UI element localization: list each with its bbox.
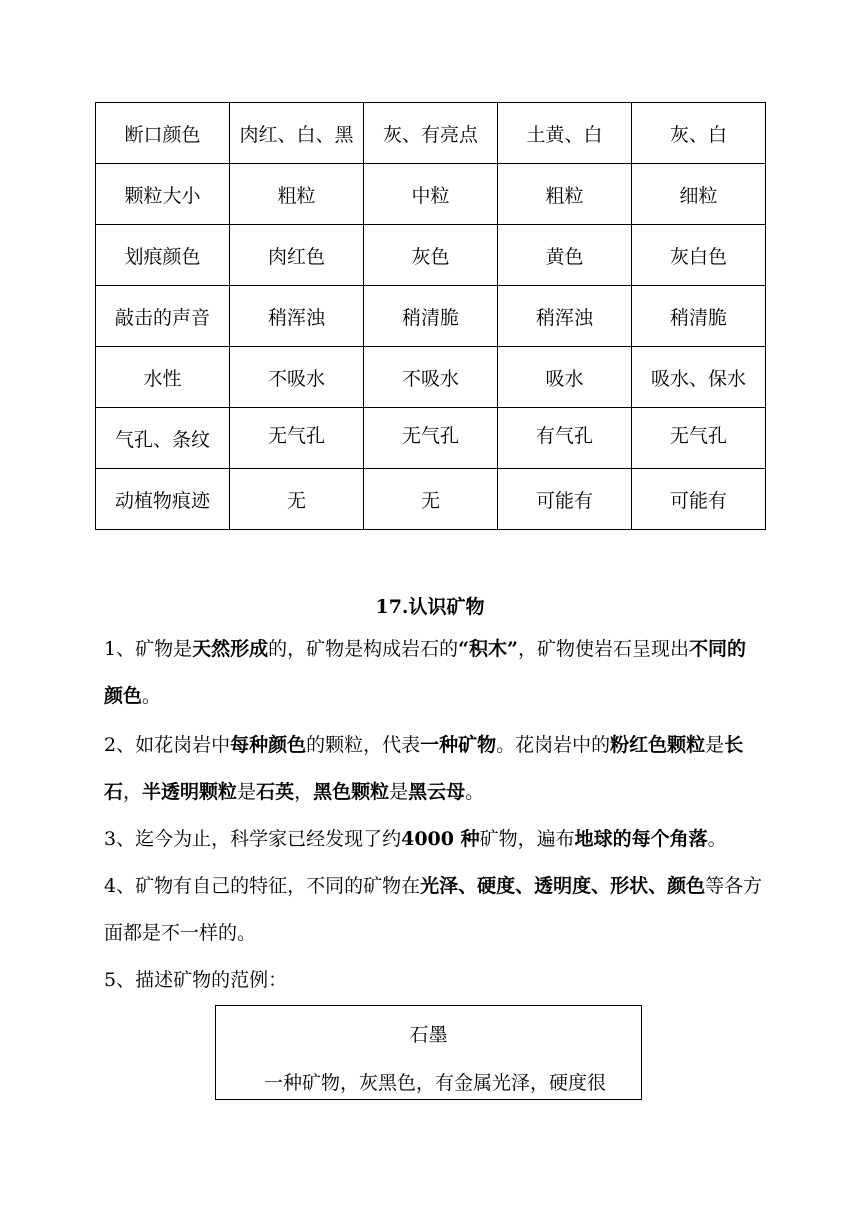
table-cell: 粗粒: [230, 164, 364, 225]
table-row: [96, 408, 766, 469]
table-cell: 无气孔: [632, 408, 766, 469]
text-run: 的，矿物是构成岩石的: [268, 638, 459, 660]
bold-text: 半透明颗粒: [142, 781, 238, 803]
text-run: 。: [707, 828, 727, 850]
table-cell: 稍浑浊: [498, 286, 632, 347]
text-run: 1、矿物是: [104, 638, 193, 660]
text-run: 。花岗岩中的: [496, 734, 611, 756]
paragraph-2: [104, 722, 764, 816]
table-cell: 灰白色: [632, 225, 766, 286]
text-run: 2、如花岗岩中: [104, 734, 231, 756]
text-run: 矿物，遍布: [479, 828, 575, 850]
paragraph-1: [104, 626, 764, 720]
paragraph-4: [104, 863, 764, 957]
bold-text: 黑色颗粒: [313, 781, 390, 803]
table-cell: 肉红色: [230, 225, 364, 286]
bold-text: 光泽、硬度、透明度、形状、颜色: [420, 875, 706, 897]
example-text: 一种矿物，灰黑色，有金属光泽，硬度很: [264, 1072, 607, 1094]
text-run: 4、矿物有自己的特征，不同的矿物在: [104, 875, 421, 897]
table-cell: 吸水、保水: [632, 347, 766, 408]
bold-text: 地球的每个角落: [574, 828, 708, 850]
text-run: 等各方面都是不一样的。: [104, 875, 763, 944]
rock-properties-table: [95, 102, 766, 530]
table-cell: 水性: [96, 347, 230, 408]
paragraph-3: [104, 816, 764, 863]
table-cell: 细粒: [632, 164, 766, 225]
table-row: [96, 164, 766, 225]
bold-text: 每种颜色: [230, 734, 307, 756]
table-cell: 稍浑浊: [230, 286, 364, 347]
table-cell: 肉红、白、黑: [230, 103, 364, 164]
table-cell: 无气孔: [364, 408, 498, 469]
example-box: [215, 1005, 642, 1100]
bold-text: 黑云母: [408, 781, 466, 803]
text-run: ，矿物使岩石呈现出: [517, 638, 689, 660]
text-run: 的颗粒，代表: [306, 734, 421, 756]
table-cell: 可能有: [498, 469, 632, 530]
table-cell: 土黄、白: [498, 103, 632, 164]
text-run: 是: [705, 734, 725, 756]
table-cell: 敲击的声音: [96, 286, 230, 347]
table-row: [96, 347, 766, 408]
bold-text: 不同的颜色: [104, 638, 747, 707]
text-run: ，: [294, 781, 314, 803]
text-run: 是: [237, 781, 257, 803]
table-cell: 动植物痕迹: [96, 469, 230, 530]
table-cell: 不吸水: [364, 347, 498, 408]
table-cell: 颗粒大小: [96, 164, 230, 225]
text-run: 3、迄今为止，科学家已经发现了约: [104, 828, 402, 850]
table-cell: 吸水: [498, 347, 632, 408]
table-cell: 中粒: [364, 164, 498, 225]
bold-text: 一种矿物: [420, 734, 497, 756]
table-cell: 气孔、条纹: [96, 408, 230, 469]
bold-text: 粉红色颗粒: [610, 734, 706, 756]
table-cell: 灰、有亮点: [364, 103, 498, 164]
table-cell: 不吸水: [230, 347, 364, 408]
text-run: 是: [389, 781, 409, 803]
table-cell: 划痕颜色: [96, 225, 230, 286]
table-row: [96, 469, 766, 530]
table-cell: 有气孔: [498, 408, 632, 469]
table-cell: 稍清脆: [364, 286, 498, 347]
table-cell: 无: [230, 469, 364, 530]
paragraph-5: 5、描述矿物的范例：: [104, 969, 288, 991]
table-cell: 稍清脆: [632, 286, 766, 347]
text-run: 。: [142, 685, 162, 707]
table-row: [96, 225, 766, 286]
table-cell: 灰、白: [632, 103, 766, 164]
table-row: [96, 103, 766, 164]
table-cell: 断口颜色: [96, 103, 230, 164]
table-cell: 无: [364, 469, 498, 530]
bold-text: 石英: [256, 781, 295, 803]
bold-text: “积木”: [458, 638, 518, 660]
table-row: [96, 286, 766, 347]
table-cell: 粗粒: [498, 164, 632, 225]
bold-text: 天然形成: [192, 638, 269, 660]
table-cell: 可能有: [632, 469, 766, 530]
table-cell: 灰色: [364, 225, 498, 286]
bold-text: 4000 种: [401, 828, 480, 850]
bold-text: 长石: [104, 734, 744, 803]
table-cell: 无气孔: [230, 408, 364, 469]
example-title: 石墨: [409, 1024, 448, 1046]
text-run: ，: [123, 781, 143, 803]
text-run: 。: [465, 781, 485, 803]
table-cell: 黄色: [498, 225, 632, 286]
section-title: 17.认识矿物: [375, 596, 485, 618]
